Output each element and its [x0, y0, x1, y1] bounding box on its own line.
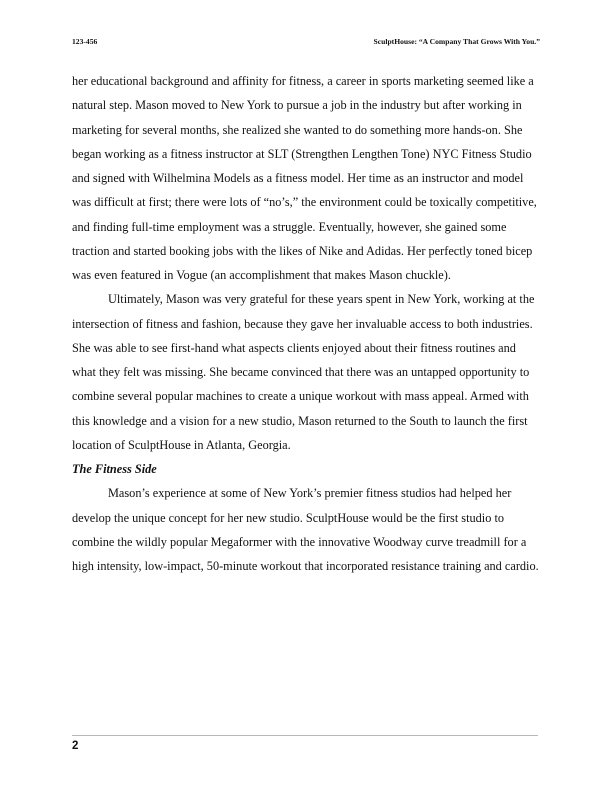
section-heading: The Fitness Side: [72, 462, 157, 476]
header-title: SculptHouse: “A Company That Grows With You.”: [373, 37, 540, 46]
footer-divider: [72, 735, 538, 736]
body-paragraph-continued: her educational background and affinity for fitness, a career in sports marketing seemed like a natural step. Mason moved to New York to pursue a job in the industry but after working in marketing for several months, she realized she wanted to do something more hands-on. She began working as a fitness instructor at SLT (Strengthen Lengthen Tone) NYC Fitness Studio and signed with Wilhelmina Models as a fitness model. Her time as an instructor and model was difficult at first; there were lots of “no’s,” the environment could be toxically competitive, and finding full-time employment was a struggle. Eventually, however, she gained some traction and started booking jobs with the likes of Nike and Adidas. Her perfectly toned bicep was even featured in Vogue (an accomplishment that makes Mason chuckle).: [72, 74, 537, 282]
document-body: [72, 69, 542, 578]
body-paragraph: Ultimately, Mason was very grateful for these years spent in New York, working at the intersection of fitness and fashion, because they gave her invaluable access to both industries. She was able to see first-hand what aspects clients enjoyed about their fitness routines and what they felt was missing. She became convinced that there was an untapped opportunity to combine several popular machines to create a unique workout with mass appeal. Armed with this knowledge and a vision for a new studio, Mason returned to the South to launch the first location of SculptHouse in Atlanta, Georgia.: [72, 292, 535, 452]
page-header: [72, 37, 540, 51]
page-number: 2: [72, 740, 79, 752]
header-document-number: 123-456: [72, 37, 98, 46]
section-paragraph: Mason’s experience at some of New York’s premier fitness studios had helped her develop the unique concept for her new studio. SculptHouse would be the first studio to combine the wildly popular Megaformer with the innovative Woodway curve treadmill for a high intensity, low-impact, 50-minute workout that incorporated resistance training and cardio.: [72, 486, 539, 573]
